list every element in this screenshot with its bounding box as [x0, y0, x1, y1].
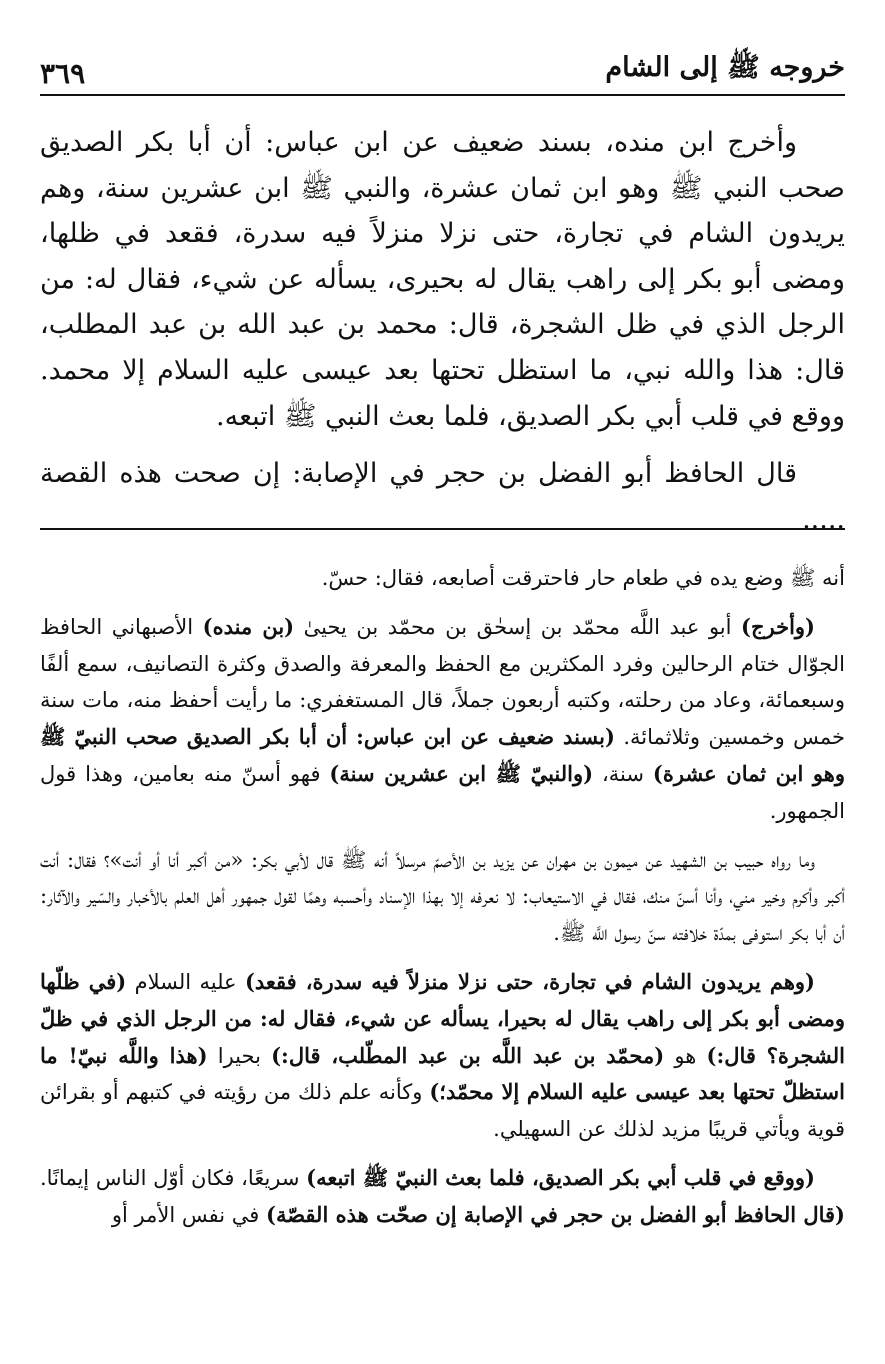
bold-quote-segment: (محمّد بن عبد اللَّه بن عبد المطّلب، قال:) [271, 1042, 665, 1068]
running-title: خروجه ﷺ إلى الشام [605, 52, 845, 83]
footnotes [40, 560, 845, 1246]
bold-quote-segment: (في ظلّها ومضى أبو بكر إلى راهب يقال له بحيرا، يسأله عن شيء، فقال له: من الرجل الذي في ظلّ الشجرة؟ قال:) [40, 968, 846, 1068]
bold-quote-segment: (ووقع في قلب أبي بكر الصديق، فلما بعث النبيّ ﷺ اتبعه) [306, 1164, 815, 1190]
bold-quote-segment: (والنبيّ ﷺ ابن عشرين سنة) [329, 760, 594, 786]
page-header [40, 46, 845, 96]
bold-quote-segment: (قال الحافظ أبو الفضل بن حجر في الإصابة إن صحّت هذه القصّة) [266, 1201, 845, 1227]
commentary-segment: بحيرا [207, 1043, 272, 1068]
footnote-paragraph-2 [40, 609, 845, 830]
commentary-segment: وكأنه علم ذلك من رؤيته في كتبهم أو بقرائن قوية ويأتي قريبًا مزيد لذلك عن السهيلي. [40, 1080, 845, 1142]
footnote-paragraph-5 [40, 1160, 845, 1234]
bold-quote-segment: (وأخرج) [741, 613, 815, 639]
commentary-segment: عليه السلام [126, 969, 245, 994]
bold-quote-segment: (وهم يريدون الشام في تجارة، حتى نزلا منزلاً فيه سدرة، فقعد) [244, 968, 815, 994]
commentary-segment: فهو أسنّ منه بعامين، وهذا قول الجمهور. [40, 761, 845, 823]
commentary-segment: هو [664, 1043, 707, 1068]
commentary-segment: الأصبهاني الحافظ الجوّال ختام الرحالين وفرد المكثرين مع الحفظ والمعرفة والصدق وكثرة التصانيف، سمع ألفًا وسبعمائة، وعاد من رحلته، وكتبه أربعون جملاً، قال المستغفري: ما رأيت أحفظ منه، مات سنة خمس وخمسين وثلاثمائة. [40, 614, 845, 750]
footnote-paragraph-4 [40, 964, 845, 1148]
bold-quote-segment: (هذا واللَّه نبيّ! ما استظلّ تحتها بعد عيسى عليه السلام إلا محمّد؛) [40, 1042, 845, 1105]
main-paragraph-1: وأخرج ابن منده، بسند ضعيف عن ابن عباس: أن أبا بكر الصديق صحب النبي ﷺ وهو ابن ثمان عشرة، والنبي ﷺ ابن عشرين سنة، وهم يريدون الشام في تجارة، حتى نزلا منزلاً فيه سدرة، فقعد في ظلها، ومضى أبو بكر إلى راهب يقال له بحيرى، يسأله عن شيء، فقال له: من الرجل الذي في ظل الشجرة، قال: محمد بن عبد الله بن عبد المطلب، قال: هذا والله نبي، ما استظل تحتها بعد عيسى عليه السلام إلا محمد. ووقع في قلب أبي بكر الصديق، فلما بعث النبي ﷺ اتبعه. [40, 127, 845, 432]
commentary-segment: في نفس الأمر أو [111, 1202, 267, 1227]
footnote-separator [40, 528, 845, 530]
main-text [40, 120, 845, 542]
commentary-segment: أبو عبد اللَّه محمّد بن إسحٰق بن محمّد بن يحيىٰ [294, 614, 742, 639]
commentary-segment: سنة، [593, 761, 653, 786]
footnote-paragraph-3: وما رواه حبيب بن الشهيد عن ميمون بن مهران عن يزيد بن الأصمّ مرسلاً أنه ﷺ قال لأبي بكر: «من أكبر أنا أو أنت»؟ فقال: أنت أكبر وأكرم وخير مني، وأنا أسنّ منك، فقال في الاستيعاب: لا نعرفه إلا بهذا الإسناد وأحسبه وهمًا لقول جمهور أهل العلم بالأخبار والسّير والآثار: أن أبا بكر استوفى بمدّة خلافته سنّ رسول اللَّه ﷺ. [40, 847, 845, 946]
page-number: ٣٦٩ [40, 57, 86, 90]
footnote-paragraph-1: أنه ﷺ وضع يده في طعام حار فاحترقت أصابعه، فقال: حسّ. [321, 566, 845, 590]
bold-quote-segment: (بن منده) [202, 613, 295, 639]
commentary-segment: سريعًا، فكان أوّل الناس إيمانًا. [40, 1165, 307, 1190]
main-paragraph-2: قال الحافظ أبو الفضل بن حجر في الإصابة: إن صحت هذه القصة ..... [40, 458, 845, 535]
bold-quote-segment: (بسند ضعيف عن ابن عباس: أن أبا بكر الصديق صحب النبيّ ﷺ وهو ابن ثمان عشرة) [40, 724, 845, 786]
